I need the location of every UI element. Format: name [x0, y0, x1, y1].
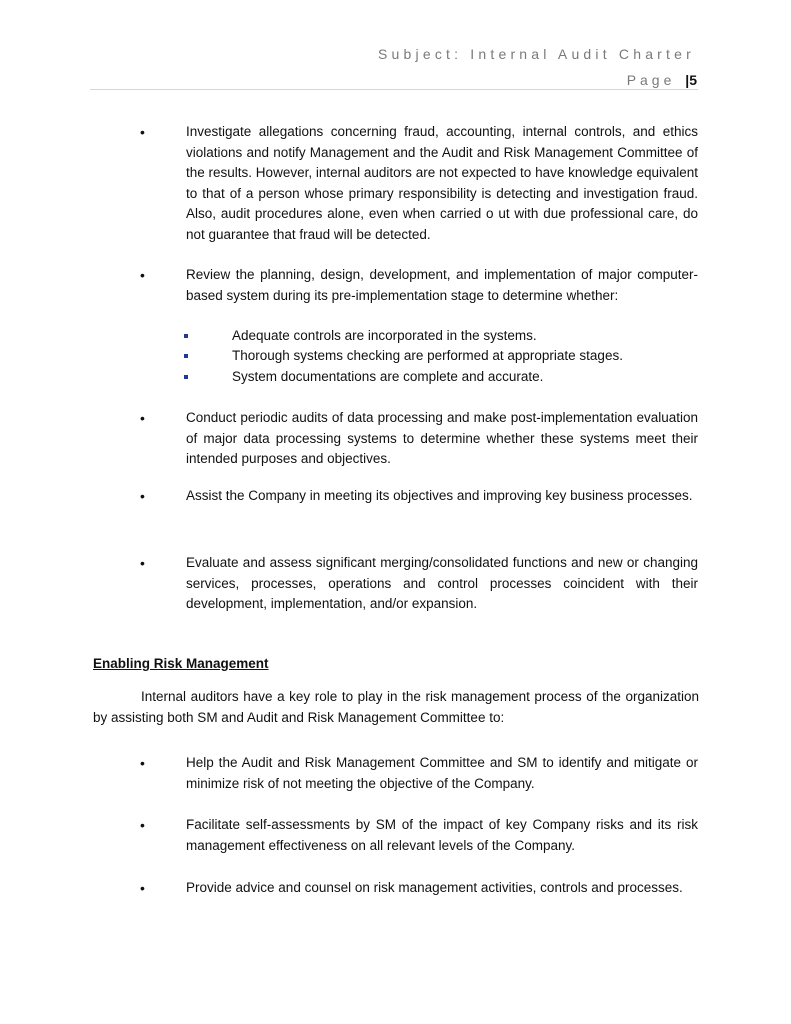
list-item-text: Review the planning, design, development, and implementation of major computer-based system during its pre-implementation stage to determine whether: — [186, 267, 698, 303]
header-page-number — [627, 72, 697, 88]
list-item-text: Facilitate self-assessments by SM of the impact of key Company risks and its risk management effectiveness on all relevant levels of the Company. — [186, 817, 698, 853]
sub-list-item — [184, 346, 623, 367]
list-item — [140, 815, 700, 856]
list-item-text: Assist the Company in meeting its objectives and improving key business processes. — [186, 488, 693, 503]
list-item — [140, 878, 700, 899]
list-item-text: Conduct periodic audits of data processing and make post-implementation evaluation of major data processing systems to determine whether these systems meet their intended purposes and objectives. — [186, 410, 698, 467]
header-divider — [90, 89, 698, 90]
section-intro-paragraph: Internal auditors have a key role to play in the risk management process of the organization by assisting both SM and Audit and Risk Management Committee to: — [93, 689, 699, 725]
list-item — [140, 553, 700, 615]
bullet-icon: • — [140, 555, 145, 571]
list-item — [140, 265, 700, 306]
sub-list-item — [184, 367, 543, 388]
list-item-text: Provide advice and counsel on risk management activities, controls and processes. — [186, 880, 683, 895]
bullet-icon: • — [140, 755, 145, 771]
sub-list-item-text: System documentations are complete and accurate. — [232, 369, 544, 384]
list-item-text: Help the Audit and Risk Management Committee and SM to identify and mitigate or minimize risk of not meeting the objective of the Company. — [186, 755, 698, 791]
bullet-icon: • — [140, 124, 145, 140]
list-item-text: Investigate allegations concerning fraud, accounting, internal controls, and ethics violations and notify Management and the Audit and Risk Management Committee of the results. However, internal auditors are not expected to have knowledge equivalent to that of a person whose primary responsibility is detecting and investigation fraud. Also, audit procedures alone, even when carried o ut with due professional care, do not guarantee that fraud will be detected. — [186, 124, 698, 242]
square-bullet-icon — [184, 334, 188, 338]
bullet-icon: • — [140, 267, 145, 283]
section-heading: Enabling Risk Management — [93, 656, 269, 671]
sub-list-item-text: Adequate controls are incorporated in the systems. — [232, 328, 537, 343]
sub-list-item — [184, 326, 537, 347]
sub-list-item-text: Thorough systems checking are performed at appropriate stages. — [232, 348, 623, 363]
bullet-icon: • — [140, 488, 145, 504]
page-number: 5 — [689, 72, 697, 88]
list-item — [140, 753, 700, 794]
bullet-icon: • — [140, 880, 145, 896]
bullet-icon: • — [140, 410, 145, 426]
page-label: Page — [626, 72, 676, 88]
list-item-text: Evaluate and assess significant merging/consolidated functions and new or changing services, processes, operations and control processes coincident with their development, implementation, and/or expansion. — [186, 555, 698, 612]
page-separator: | — [685, 72, 690, 88]
list-item — [140, 408, 700, 470]
square-bullet-icon — [184, 375, 188, 379]
bullet-icon: • — [140, 817, 145, 833]
list-item — [140, 486, 700, 507]
list-item — [140, 122, 700, 246]
square-bullet-icon — [184, 354, 188, 358]
header-subject: Subject: Internal Audit Charter — [378, 46, 695, 62]
